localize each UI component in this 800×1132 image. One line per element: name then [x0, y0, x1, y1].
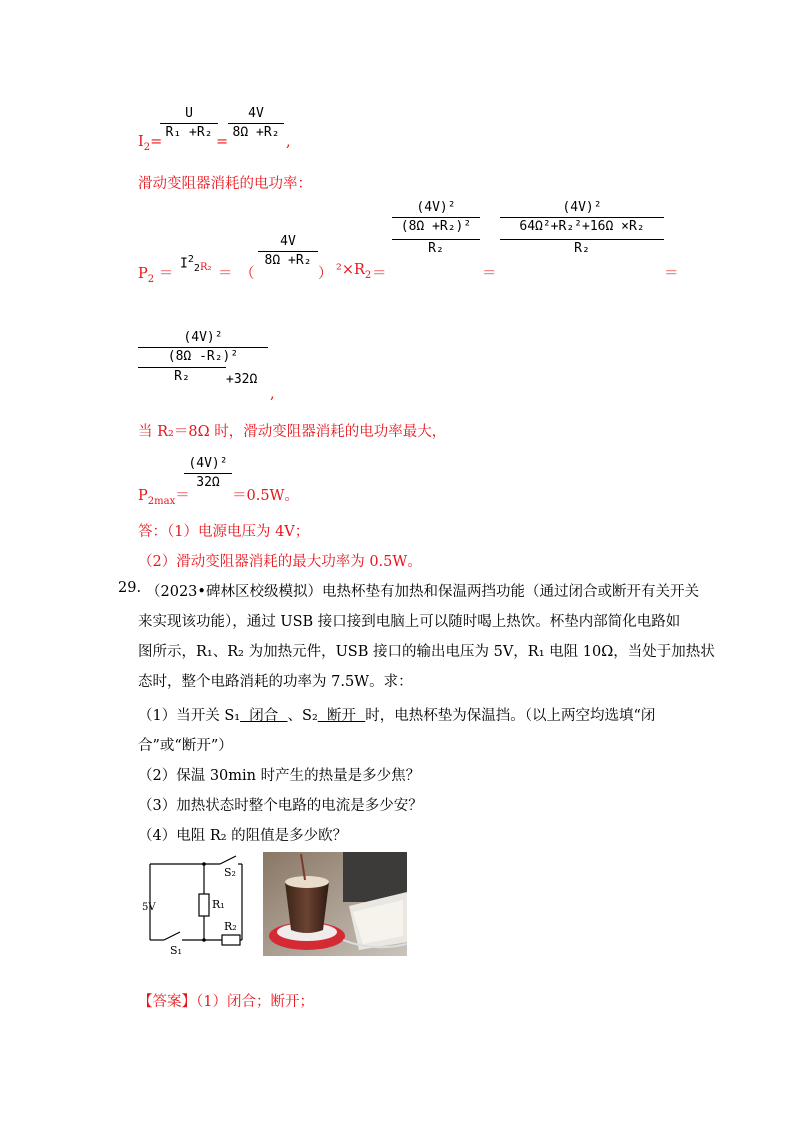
eq2-sq-times: $^2\times R_2$ — [336, 262, 372, 281]
circuit-s1-label: S₁ — [170, 944, 182, 957]
circuit-s2-label: S₂ — [224, 866, 236, 879]
eq2-rparen: ） — [318, 266, 333, 282]
eq2-big-frac-1: (4V)² (8Ω +R₂)² R₂ — [392, 200, 480, 257]
eq4-frac: (4V)² 32Ω — [184, 456, 232, 491]
circuit-r1-label: R₁ — [212, 898, 225, 911]
eq1-tail: , — [286, 134, 291, 150]
power-intro-text: 滑动变阻器消耗的电功率： — [138, 176, 312, 192]
eq3-frac: (4V)² (8Ω -R₂)² R₂ — [138, 330, 268, 385]
blank-2: 断开 — [317, 708, 366, 724]
circuit-r2-label: R₂ — [224, 920, 237, 933]
question-line-2: 来实现该功能），通过 USB 接口接到电脑上可以随时喝上热饮。杯垫内部简化电路如 — [138, 614, 681, 630]
cup-photo-image — [263, 852, 407, 956]
eq2-big-frac-2: (4V)² 64Ω²+R₂²+16Ω ×R₂ R₂ — [500, 200, 664, 257]
question-line-3: 图所示，R₁、R₂ 为加热元件，USB 接口的输出电压为 5V，R₁ 电阻 10Ω，当处于加热状 — [138, 644, 715, 660]
eq4-rhs: ＝0.5W。 — [232, 488, 299, 504]
subquestion-1-cont: 合”或“断开”） — [138, 738, 233, 754]
subquestion-3: （3）加热状态时整个电路的电流是多少安？ — [138, 798, 423, 814]
eq2-eq-b: ＝ — [218, 266, 233, 282]
answer-line-2: （2）滑动变阻器消耗的最大功率为 0.5W。 — [138, 554, 422, 570]
answer-line-1: 答：（1）电源电压为 4V； — [138, 524, 310, 540]
answer-line — [138, 990, 314, 1011]
eq4-lhs: $P_{2max}=$ — [138, 488, 190, 507]
question-line-1: （2023•碑林区校级模拟）电热杯垫有加热和保温两挡功能（通过闭合或断开有关开关 — [146, 584, 699, 600]
eq1-lhs: $I_2=$ — [138, 134, 163, 153]
eq2-i-term: $I^2_2$ — [180, 254, 200, 274]
eq1-frac1: U R₁ +R₂ — [160, 106, 218, 141]
eq2-eq-c: ＝ — [372, 266, 387, 282]
answer-text: （1）闭合；断开； — [196, 994, 314, 1010]
question-number: 29. — [118, 580, 142, 596]
blank-1: 闭合 — [240, 708, 288, 724]
question-line-4: 态时，整个电路消耗的功率为 7.5W。求： — [138, 674, 413, 690]
eq2-frac-a: 4V 8Ω +R₂ — [258, 234, 318, 269]
eq3-plus: +32Ω — [226, 372, 258, 387]
eq2-r-sub: R₂ — [200, 262, 212, 273]
when-line: 当 R₂＝8Ω 时，滑动变阻器消耗的电功率最大， — [138, 424, 447, 440]
subquestion-1: （1）当开关 S₁ 闭合 、S₂ 断开 时，电热杯垫为保温挡。（以上两空均选填“闭 — [138, 708, 656, 724]
circuit-voltage-label: 5V — [142, 902, 156, 913]
subquestion-4: （4）电阻 R₂ 的阻值是多少欧？ — [138, 828, 348, 844]
eq2-eq-e: ＝ — [664, 266, 679, 282]
eq2-eq-d: ＝ — [482, 266, 497, 282]
eq1-eq2: = — [216, 134, 229, 150]
eq1-frac2: 4V 8Ω +R₂ — [228, 106, 284, 141]
eq3-tail: , — [270, 386, 275, 402]
circuit-diagram — [138, 854, 262, 962]
eq2-lparen: （ — [240, 266, 255, 282]
answer-tag: 【答案】 — [138, 994, 196, 1010]
subquestion-2: （2）保温 30min 时产生的热量是多少焦？ — [138, 768, 421, 784]
eq2-lhs: $P_2$ ＝ — [138, 266, 174, 285]
